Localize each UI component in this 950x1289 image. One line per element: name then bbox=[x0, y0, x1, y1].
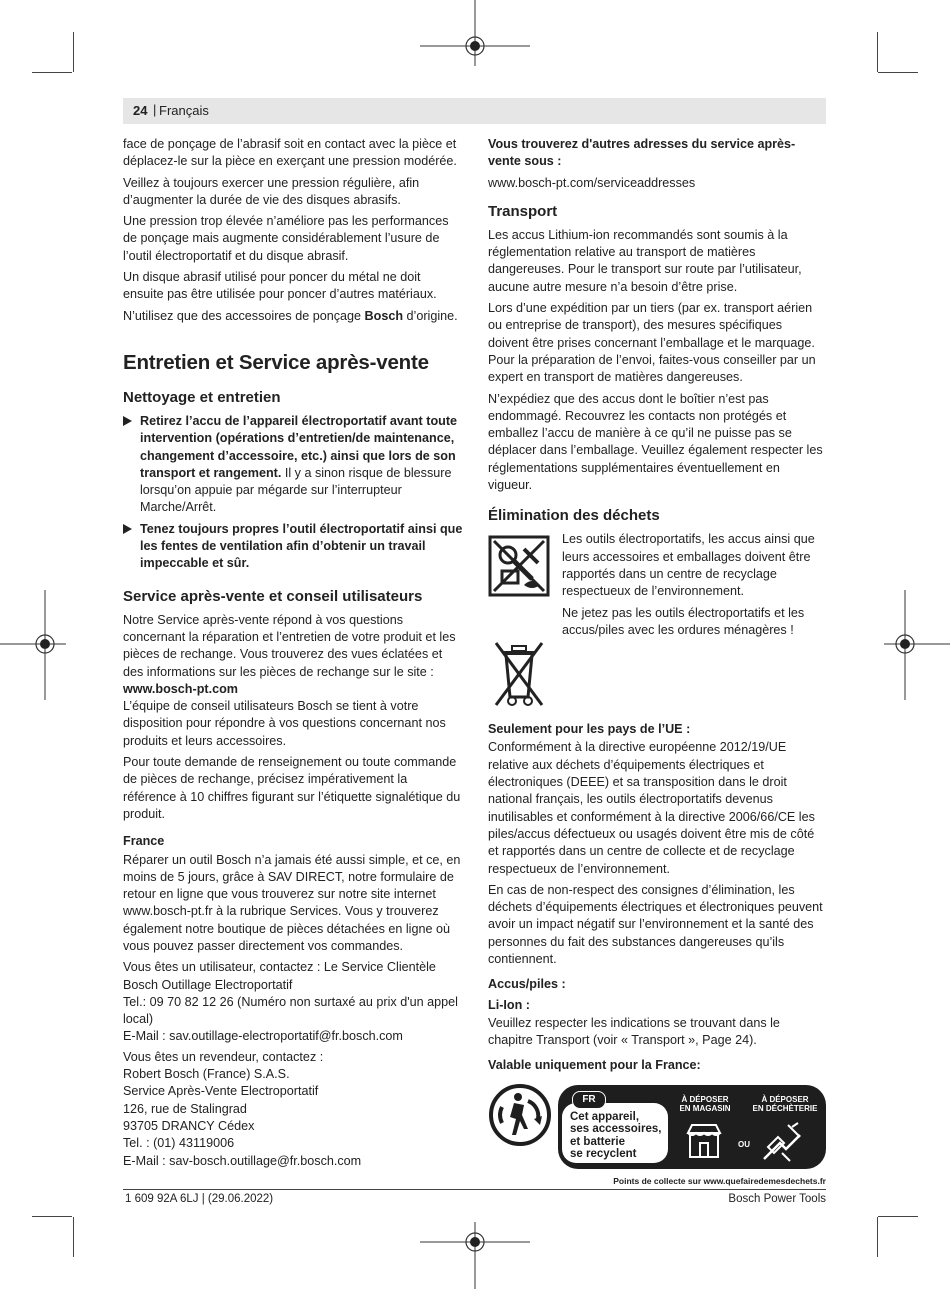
disposal-block bbox=[488, 531, 826, 639]
paragraph: Réparer un outil Bosch n’a jamais été aussi simple, et ce, en moins de 5 jours, grâce à SAV DIRECT, notre formulaire de retour en ligne que vous trouverez sur notre site internet www.bosch-pt.fr à la rubrique Services. Vous y trouverez également notre boutique de pièces détachées en ligne où vous pouvez passer directement vos commandes. bbox=[123, 852, 461, 953]
paragraph: Une pression trop élevée n’améliore pas les performances de ponçage mais augmente considérablement l’usure de l’outil électroportatif et du disque abrasif. bbox=[123, 214, 449, 263]
fr-badge: FR bbox=[572, 1091, 606, 1109]
paragraph: L’équipe de conseil utilisateurs Bosch se tient à votre disposition pour répondre à vos questions concernant nos produits et leurs accessoires. bbox=[123, 699, 446, 748]
paragraph: Ne jetez pas les outils électroportatifs et les accus/piles avec les ordures ménagères ! bbox=[562, 605, 805, 637]
crop-mark bbox=[878, 1216, 918, 1217]
crop-mark bbox=[32, 1216, 72, 1217]
bullet-triangle-icon bbox=[123, 524, 132, 534]
doc-reference: 1 609 92A 6LJ | (29.06.2022) bbox=[125, 1193, 274, 1205]
email-link[interactable]: E-Mail : sav-bosch.outillage@fr.bosch.com bbox=[123, 1153, 362, 1168]
liion-heading: Li-Ion : bbox=[488, 997, 530, 1012]
paragraph: Les outils électroportatifs, les accus ainsi que leurs accessoires et emballages doivent être rapportés dans un centre de recyclage respectueux de l’environnement. bbox=[562, 532, 815, 599]
paragraph: Vous êtes un utilisateur, contactez : Le Service Clientèle Bosch Outillage Electroportatif Tel.: 09 70 82 12 26 (Numéro non surtaxé au prix d'un appel local) E-Mail : sav.outillage-electroportatif@fr.bosch.com bbox=[123, 960, 458, 1044]
waste-center-icon bbox=[760, 1119, 804, 1163]
triman-icon bbox=[488, 1083, 552, 1147]
addresses-link[interactable]: www.bosch-pt.com/serviceaddresses bbox=[488, 175, 696, 190]
collection-points-link[interactable]: Points de collecte sur www.quefairedemesdechets.fr bbox=[613, 1175, 826, 1186]
bullet-triangle-icon bbox=[123, 416, 132, 426]
crop-mark bbox=[877, 32, 878, 72]
page-number: 24 bbox=[133, 103, 148, 118]
service-link[interactable]: www.bosch-pt.com bbox=[123, 681, 238, 696]
email-link[interactable]: E-Mail : sav.outillage-electroportatif@fr.bosch.com bbox=[123, 1029, 403, 1044]
shop-icon bbox=[684, 1121, 724, 1161]
crop-mark bbox=[73, 1217, 74, 1257]
paragraph: Veuillez respecter les indications se trouvant dans le chapitre Transport (voir « Transport », Page 24). bbox=[488, 1015, 780, 1048]
dump-heading: À DÉPOSER EN DÉCHÈTERIE bbox=[752, 1094, 818, 1113]
paragraph: Lors d’une expédition par un tiers (par ex. transport aérien ou entreprise de transport), des mesures spécifiques doivent être prises concernant l’emballage et le marquage. Pour la préparation de l’envoi, faites-vous conseiller par un expert en transport de matières dangereuses. bbox=[488, 301, 816, 385]
subsection-heading: Nettoyage et entretien bbox=[123, 388, 281, 406]
paragraph: Conformément à la directive européenne 2012/19/UE relative aux déchets d’équipements électriques et électroniques (DEEE) et sa transposition dans le droit national français, les outils électroportatifs devenus inutilisables et conformément à la directive 2006/66/CE les piles/accus défectueux ou usagés doivent être mis de côté et rapportés dans un centre de collecte et de recyclage respectueux de l’environnement. bbox=[488, 740, 815, 876]
batteries-heading: Accus/piles : bbox=[488, 977, 566, 992]
crossed-bin-icon bbox=[488, 637, 550, 713]
registration-mark-icon bbox=[880, 590, 950, 700]
paragraph: N’expédiez que des accus dont le boîtier n’est pas endommagé. Recouvrez les contacts non protégés et emballez l’accu de manière à ce qu’il ne puisse pas se déplacer dans l’emballage. Veuillez également respecter les réglementations supplémentaires éventuellement en vigueur. bbox=[488, 391, 823, 493]
recycling-text: Cet appareil, ses accessoires, et batterie se recyclent bbox=[570, 1110, 662, 1161]
country-heading: France bbox=[123, 834, 165, 849]
section-heading: Entretien et Service après-vente bbox=[123, 350, 429, 374]
paragraph: Pour toute demande de renseignement ou toute commande de pièces de rechange, précisez impérativement la référence à 10 chiffres figurant sur l’étiquette signalétique du produit. bbox=[123, 755, 461, 821]
subsection-heading: Service après-vente et conseil utilisateurs bbox=[123, 587, 423, 605]
header-separator: | bbox=[153, 102, 157, 117]
or-label: OU bbox=[738, 1139, 750, 1149]
warning-bullet: Retirez l’accu de l’appareil électroportatif avant toute intervention (opérations d’entretien/de maintenance, changement d’accessoire, etc.) ainsi que lors de son transport et rangement. Il y a sinon risque de blessure lorsqu’on appuie par mégarde sur l’interrupteur Marche/Arrêt. bbox=[123, 413, 463, 517]
crop-mark bbox=[32, 72, 72, 73]
paragraph: Un disque abrasif utilisé pour poncer du métal ne doit ensuite pas être utilisée pour poncer d’autres matériaux. bbox=[123, 270, 437, 302]
right-column bbox=[488, 136, 826, 1193]
paragraph: Les accus Lithium-ion recommandés sont soumis à la réglementation relative au transport de matières dangereuses. Pour le transport sur route par l’utilisateur, aucune autre mesure n’a besoin d’être prise. bbox=[488, 227, 802, 294]
triman-logo-block bbox=[488, 1083, 826, 1193]
paragraph: Vous êtes un revendeur, contactez : Robert Bosch (France) S.A.S. Service Après-Vente Electroportatif 126, rue de Stalingrad 93705 DRANCY Cédex Tel. : (01) 43119006 E-Mail : sav-bosch.outillage@fr.bosch.com bbox=[123, 1049, 362, 1168]
registration-mark-icon bbox=[420, 0, 530, 70]
store-heading: À DÉPOSER EN MAGASIN bbox=[679, 1094, 731, 1113]
registration-mark-icon bbox=[420, 1222, 530, 1289]
paragraph: En cas de non-respect des consignes d’élimination, les déchets d’équipements électriques et électroniques peuvent avoir un impact négatif sur l’environnement et la santé des personnes du fait des substances dangereuses qu’ils contiennent. bbox=[488, 882, 823, 966]
paragraph: Notre Service après-vente répond à vos questions concernant la réparation et l’entretien de votre produit et les pièces de rechange. Vous trouverez des vues éclatées et des informations sur les pièces de rechange sur le site : www.bosch-pt.com bbox=[123, 612, 456, 696]
no-disposal-icon bbox=[488, 535, 550, 597]
page-header bbox=[123, 98, 826, 124]
registration-mark-icon bbox=[0, 590, 70, 700]
france-only-heading: Valable uniquement pour la France: bbox=[488, 1058, 701, 1073]
paragraph: face de ponçage de l’abrasif soit en contact avec la pièce et déplacez-le sur la pièce en exerçant une pression modérée. bbox=[123, 137, 457, 169]
paragraph: Veillez à toujours exercer une pression régulière, afin d’augmenter la durée de vie des disques abrasifs. bbox=[123, 175, 420, 207]
crop-mark bbox=[878, 72, 918, 73]
subsection-heading: Transport bbox=[488, 202, 558, 220]
paragraph: N’utilisez que des accessoires de ponçage Bosch d’origine. bbox=[123, 308, 458, 323]
warning-bullet: Tenez toujours propres l’outil électroportatif ainsi que les fentes de ventilation afin d’obtenir un travail impeccable et sûr. bbox=[123, 521, 463, 573]
eu-heading: Seulement pour les pays de l’UE : bbox=[488, 722, 691, 737]
subsection-heading: Élimination des déchets bbox=[488, 507, 660, 525]
crop-mark bbox=[877, 1217, 878, 1257]
header-language: Français bbox=[159, 103, 209, 118]
crop-mark bbox=[73, 32, 74, 72]
page-footer bbox=[123, 1189, 826, 1205]
addresses-heading: Vous trouverez d'autres adresses du service après-vente sous : bbox=[488, 137, 796, 169]
left-column bbox=[123, 136, 463, 1174]
brand-label: Bosch Power Tools bbox=[728, 1193, 826, 1205]
